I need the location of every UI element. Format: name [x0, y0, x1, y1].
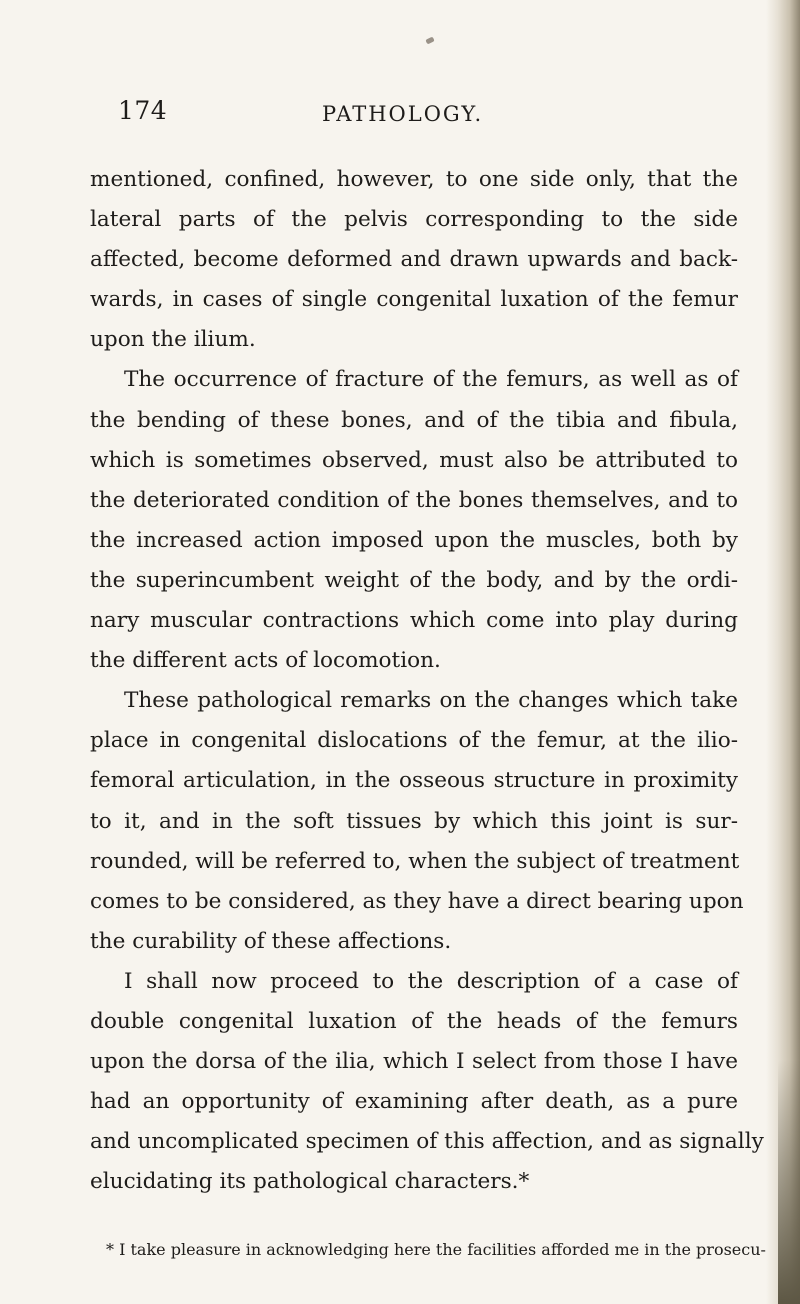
text-line: wards, in cases of single congenital luxation of the femur: [90, 287, 738, 313]
text-line: elucidating its pathological characters.*: [90, 1169, 530, 1195]
text-line: upon the ilium.: [90, 327, 256, 353]
text-line: which is sometimes observed, must also be attributed to: [90, 447, 738, 473]
page-edge-shadow-bottom: [778, 1060, 800, 1304]
text-line: These pathological remarks on the changes which take: [124, 688, 738, 714]
text-line: the deteriorated condition of the bones themselves, and to: [90, 487, 738, 513]
text-line: mentioned, confined, however, to one side only, that the: [90, 167, 738, 192]
text-line: comes to be considered, as they have a direct bearing upon: [90, 888, 744, 914]
page-number: 174: [118, 96, 168, 125]
running-head: PATHOLOGY.: [322, 102, 484, 126]
text-line: The occurrence of fracture of the femurs, as well as of: [124, 367, 738, 393]
ink-speck: [425, 37, 434, 45]
footnote: * I take pleasure in acknowledging here the facilities afforded me in the prosecu-: [106, 1240, 766, 1259]
text-line: rounded, will be referred to, when the subject of treatment: [90, 848, 740, 874]
text-line: double congenital luxation of the heads of the femurs: [90, 1008, 738, 1034]
text-line: the increased action imposed upon the muscles, both by: [90, 527, 738, 553]
text-line: I shall now proceed to the description of a case of: [124, 968, 738, 994]
text-line: nary muscular contractions which come into play during: [90, 608, 738, 634]
text-line: to it, and in the soft tissues by which this joint is sur-: [90, 808, 738, 834]
text-line: the superincumbent weight of the body, and by the ordi-: [90, 567, 738, 593]
text-line: femoral articulation, in the osseous structure in proximity: [90, 768, 738, 794]
text-line: the curability of these affections.: [90, 928, 452, 954]
text-line: place in congenital dislocations of the femur, at the ilio-: [90, 728, 738, 754]
body-text: [90, 160, 764, 1202]
text-line: had an opportunity of examining after death, as a pure: [90, 1089, 738, 1115]
text-line: lateral parts of the pelvis corresponding to the side: [90, 207, 738, 233]
text-line: and uncomplicated specimen of this affection, and as signally: [90, 1129, 764, 1155]
text-line: the different acts of locomotion.: [90, 648, 441, 674]
text-line: upon the dorsa of the ilia, which I select from those I have: [90, 1049, 738, 1075]
text-line: affected, become deformed and drawn upwards and back-: [90, 247, 738, 273]
text-line: the bending of these bones, and of the tibia and fibula,: [90, 407, 738, 433]
